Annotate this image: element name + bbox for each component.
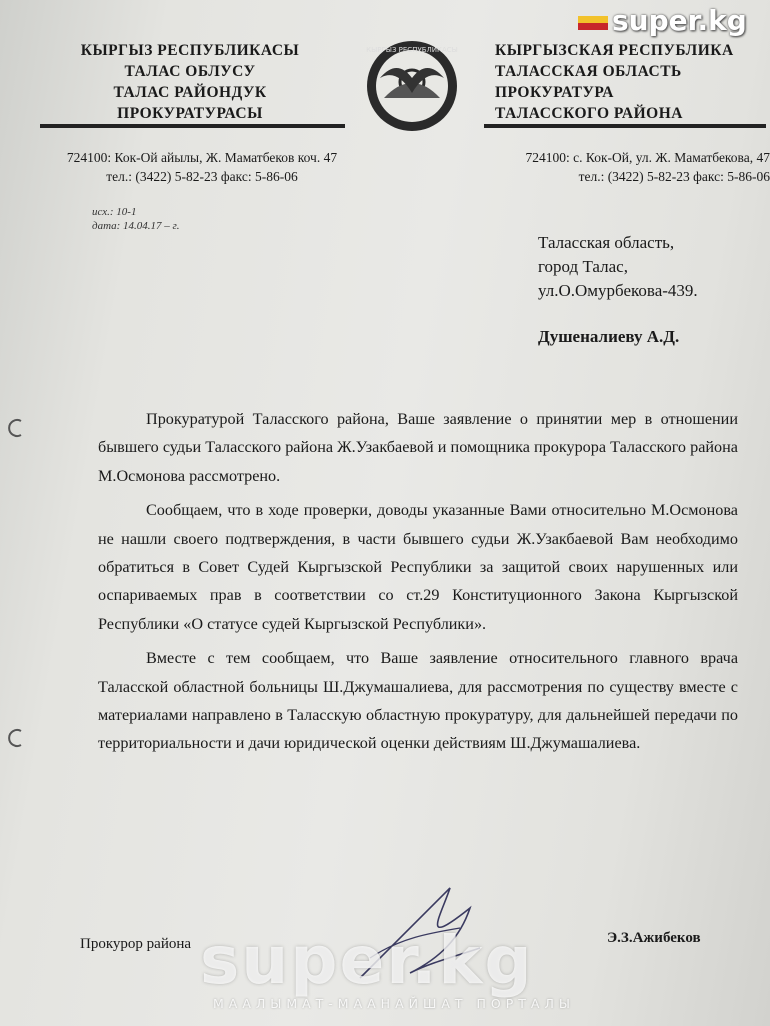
recipient-name: Душеналиеву А.Д. <box>538 327 680 346</box>
header-right-russian: КЫРГЫЗСКАЯ РЕСПУБЛИКА ТАЛАССКАЯ ОБЛАСТЬ ПРОКУРАТУРА ТАЛАССКОГО РАЙОНА <box>495 42 734 122</box>
header-left-kyrgyz: КЫРГЫЗ РЕСПУБЛИКАСЫ ТАЛАС ОБЛУСУ ТАЛАС РАЙОНДУК ПРОКУРАТУРАСЫ <box>80 42 300 122</box>
outgoing-reference <box>92 205 179 233</box>
recipient-address: Таласская область, город Талас, ул.О.Омурбекова-439. <box>538 233 698 300</box>
signature-name: Э.З.Ажибеков <box>607 930 701 946</box>
letter-body <box>98 405 738 764</box>
body-paragraph: Сообщаем, что в ходе проверки, доводы указанные Вами относительно М.Осмонова не нашли своего подтверждения, в части бывшего судьи Ж.Узакбаевой Вам необходимо обратиться в Совет Судей Кыргызской Республики за защитой своих нарушенных или оспариваемых прав в соответствии со ст.29 Конституционного Закона Кыргызской Республики «О статусе судей Кыргызской Республики». <box>98 501 738 633</box>
state-emblem-icon <box>362 38 462 134</box>
emblem-text: КЫРГЫЗ РЕСПУБЛИКАСЫ <box>366 46 458 54</box>
body-paragraph: Прокуратурой Таласского района, Ваше заявление о принятии мер в отношении бывшего судьи Таласского района Ж.Узакбаевой и помощника прокурора Таласского района М.Осмонова рассмотрено. <box>98 410 738 485</box>
watermark-logo: super.kg <box>200 922 534 999</box>
header-rule-left <box>40 124 345 128</box>
outgoing-number: исх.: 10-1 <box>92 206 137 218</box>
brand-text: super.kg <box>612 4 747 37</box>
watermark-tagline: МААЛЫМАТ-МААНАЙШАТ ПОРТАЛЫ <box>213 996 575 1011</box>
outgoing-date: дата: 14.04.17 – г. <box>92 220 180 232</box>
signature-title: Прокурор района <box>80 936 192 952</box>
header-rule-right <box>484 124 766 128</box>
brand-logo <box>576 4 747 37</box>
punch-hole-icon <box>8 728 24 748</box>
punch-hole-icon <box>8 418 24 438</box>
address-left: 724100: Кок-Ой айылы, Ж. Маматбеков коч. 47 тел.: (3422) 5-82-23 факс: 5-86-06 <box>66 150 338 184</box>
address-right: 724100: с. Кок-Ой, ул. Ж. Маматбекова, 47 тел.: (3422) 5-82-23 факс: 5-86-06 <box>525 150 770 184</box>
body-paragraph: Вместе с тем сообщаем, что Ваше заявление относительного главного врача Таласской областной больницы Ш.Джумашалиева, для рассмотрения по существу вместе с материалами направлено в Таласскую областную прокуратуру, для дальнейшей передачи по территориальности и дачи юридической оценки действиям Ш.Джумашалиева. <box>98 649 738 753</box>
flag-logo-icon <box>576 10 610 34</box>
